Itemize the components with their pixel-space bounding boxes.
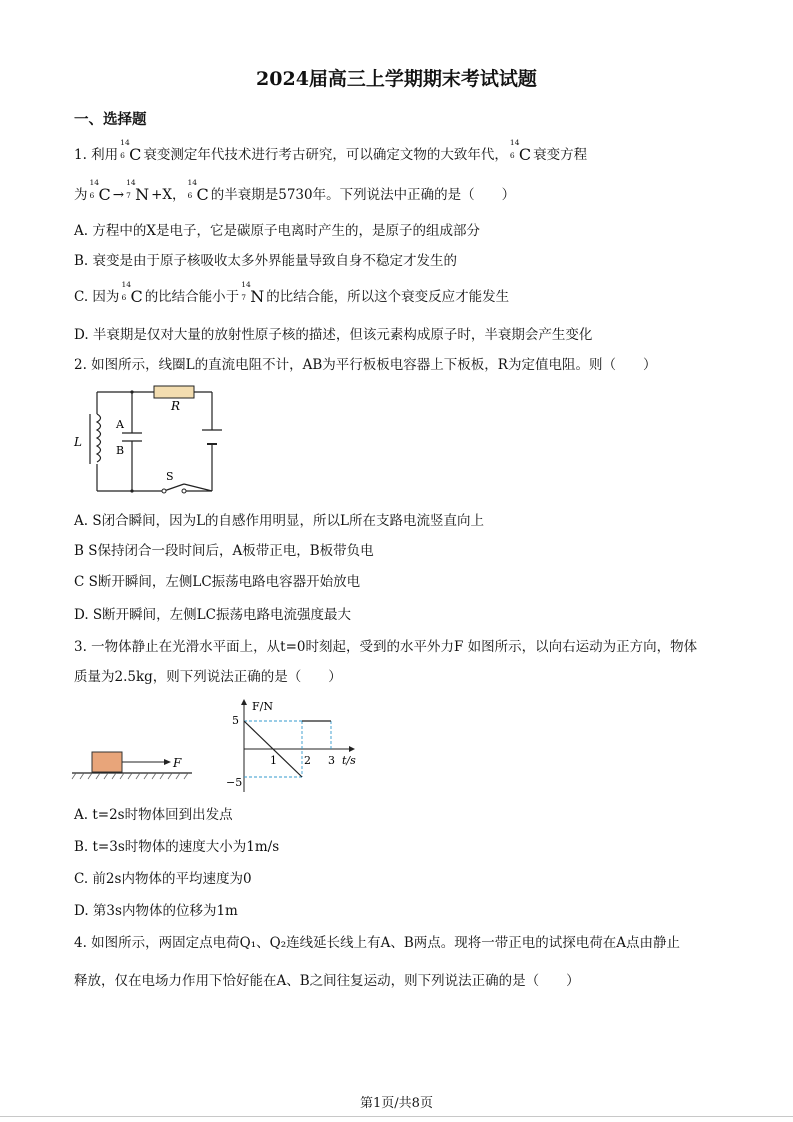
label-s: S	[166, 470, 174, 483]
q2-stem: 2. 如图所示，线圈L的直流电阻不计，AB为平行板板电容器上下板板，R为定值电阻。则（ ）	[74, 357, 657, 373]
q1-text: 为	[74, 187, 88, 203]
y-tick-5: 5	[232, 714, 239, 727]
bottom-rule	[0, 1116, 793, 1117]
q3-option-d: D. 第3s内物体的位移为1m	[74, 903, 238, 919]
q1-option-d: D. 半衰期是仅对大量的放射性原子核的描述，但该元素构成原子时，半衰期会产生变化	[74, 327, 593, 343]
q1-option-a: A. 方程中的X是电子，它是碳原子电离时产生的，是原子的组成部分	[74, 223, 480, 239]
q4-line2: 释放，仅在电场力作用下恰好能在A、B之间往复运动，则下列说法正确的是（ ）	[74, 973, 580, 989]
q2-option-a: A. S闭合瞬间，因为L的自感作用明显，所以L所在支路电流竖直向上	[74, 513, 485, 529]
q2-option-c: C S断开瞬间，左侧LC振荡电路电容器开始放电	[74, 574, 361, 590]
q1-text: 衰变测定年代技术进行考古研究，可以确定文物的大致年代，	[143, 147, 508, 163]
page-footer: 第1页/共8页	[360, 1096, 433, 1111]
nuclide-c: 14 6 C	[120, 138, 142, 164]
block-diagram	[70, 740, 200, 785]
nuclide-c: 14 6 C	[89, 178, 111, 204]
label-a: A	[116, 418, 124, 431]
q1-text: 的半衰期是5730年。下列说法中正确的是（ ）	[210, 187, 516, 203]
q3-option-a: A. t=2s时物体回到出发点	[74, 807, 233, 823]
q1-text: 的比结合能，所以这个衰变反应才能发生	[266, 289, 510, 305]
block	[92, 752, 122, 772]
nuclide-n: 14 7 N	[126, 178, 150, 204]
force-label: F	[173, 756, 182, 770]
q2-option-d: D. S断开瞬间，左侧LC振荡电路电流强度最大	[74, 607, 351, 623]
q1-option-c	[74, 280, 510, 307]
q1-text: +X，	[151, 187, 186, 203]
label-r: R	[171, 399, 181, 413]
q3-line2: 质量为2.5kg，则下列说法正确的是（ ）	[74, 669, 342, 685]
q1-text: 的比结合能小于	[144, 289, 240, 305]
q4-line1: 4. 如图所示，两固定点电荷Q₁、Q₂连线延长线上有A、B两点。现将一带正电的试探电荷在A点由静止	[74, 935, 681, 951]
force-time-chart	[222, 696, 362, 796]
x-tick-1: 1	[270, 754, 277, 767]
q1-line1	[74, 138, 588, 165]
q3-option-b: B. t=3s时物体的速度大小为1m/s	[74, 839, 280, 855]
q1-line2	[74, 178, 516, 205]
section-heading: 一、选择题	[74, 111, 147, 128]
ground-hatching	[72, 773, 188, 779]
x-tick-2: 2	[304, 754, 311, 767]
label-b: B	[116, 444, 125, 457]
x-axis-label: t/s	[342, 754, 356, 767]
q3-line1: 3. 一物体静止在光滑水平面上，从t=0时刻起，受到的水平外力F 如图所示，以向右运动为正方向，物体	[74, 639, 698, 655]
page-title: 2024届高三上学期期末考试试题	[256, 68, 537, 90]
lc-circuit-diagram	[70, 380, 230, 500]
nuclide-c: 14 6 C	[187, 178, 209, 204]
q1-text: C. 因为	[74, 289, 120, 305]
label-l: L	[74, 435, 82, 449]
y-axis-label: F/N	[252, 700, 273, 713]
q3-option-c: C. 前2s内物体的平均速度为0	[74, 871, 252, 887]
q1-text: 1. 利用	[74, 147, 119, 163]
reaction-arrow: →	[112, 187, 125, 203]
y-tick-neg5: −5	[226, 776, 243, 789]
x-tick-3: 3	[328, 754, 335, 767]
resistor-r	[154, 386, 194, 398]
q1-text: 衰变方程	[533, 147, 588, 163]
nuclide-n: 14 7 N	[241, 280, 265, 306]
q2-option-b: B S保持闭合一段时间后，A板带正电，B板带负电	[74, 543, 374, 559]
nuclide-c: 14 6 C	[509, 138, 532, 164]
nuclide-c: 14 6 C	[121, 280, 143, 306]
q1-option-b: B. 衰变是由于原子核吸收太多外界能量导致自身不稳定才发生的	[74, 253, 458, 269]
